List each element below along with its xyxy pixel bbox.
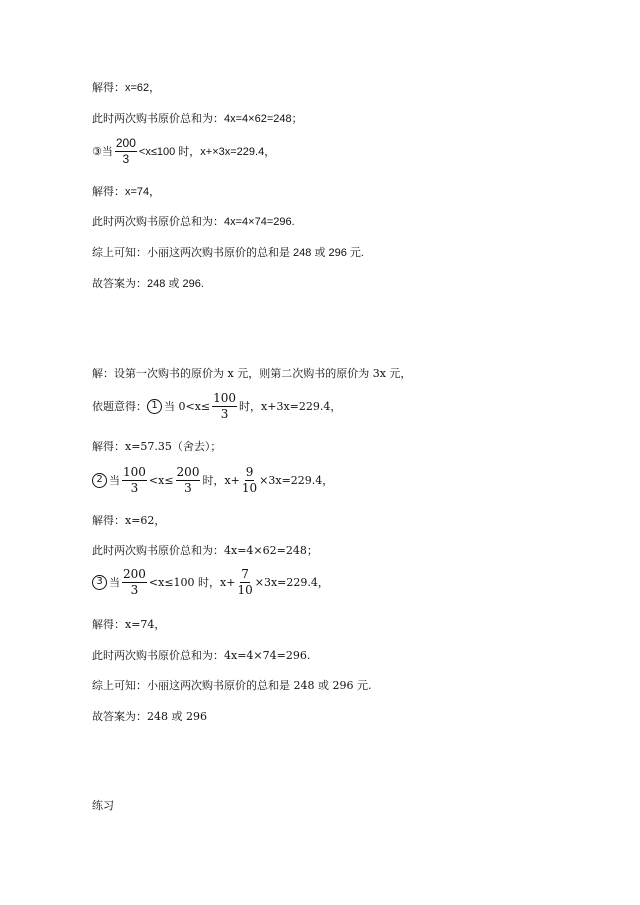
fraction-numerator: 100 [123, 465, 146, 479]
text: 练习 [92, 799, 114, 812]
text: ③当 [92, 146, 113, 159]
fraction-denominator: 3 [130, 480, 139, 495]
text: ×3x=229.4， [259, 474, 334, 488]
answer-line [92, 708, 207, 724]
text: 此时两次购书原价总和为：4x=4×62=248； [92, 544, 318, 557]
text: 解得：x=62， [92, 514, 166, 527]
fraction-numerator: 200 [176, 465, 200, 479]
text: 依题意得： [92, 400, 147, 414]
fraction-numerator: 100 [213, 391, 237, 405]
fraction [237, 568, 252, 596]
solution-line [92, 647, 310, 663]
text: 当 0<x≤ [164, 400, 211, 414]
text: 综上可知：小丽这两次购书原价的总和是 248 或 296 元. [92, 247, 364, 259]
solution-line-case3 [92, 568, 329, 596]
circled-number: 3 [92, 575, 107, 590]
text: <x≤ [148, 473, 174, 487]
text: 解得：x=62， [92, 82, 161, 94]
fraction-numerator: 200 [123, 567, 146, 581]
fraction-denominator: 3 [130, 582, 139, 597]
text: 解得：x=57.35（舍去）； [92, 440, 222, 453]
solution-line-case1 [92, 392, 341, 420]
text: 当 [109, 474, 120, 488]
solution-line [92, 79, 160, 95]
text: 解：设第一次购书的原价为 x 元，则第二次购书的原价为 3x 元， [92, 367, 412, 380]
solution-line-case2 [92, 466, 333, 494]
fraction-denominator: 10 [241, 480, 258, 495]
text: 当 [109, 576, 120, 590]
text: ×3x=229.4， [254, 576, 329, 590]
text: 故答案为：248 或 296 [92, 710, 207, 723]
solution-intro [92, 365, 411, 381]
fraction [176, 466, 201, 494]
circled-number: 2 [92, 473, 107, 488]
fraction-numerator: 9 [245, 465, 254, 479]
solution-line [92, 110, 303, 126]
fraction [212, 392, 237, 420]
text: 此时两次购书原价总和为：4x=4×74=296. [92, 649, 311, 662]
text: 综上可知：小丽这两次购书原价的总和是 248 或 296 元. [92, 679, 372, 692]
fraction-denominator: 3 [220, 406, 229, 421]
solution-line [92, 512, 165, 528]
text: 此时两次购书原价总和为：4x=4×74=296. [92, 216, 295, 228]
solution-line [92, 438, 221, 454]
fraction [122, 568, 147, 596]
text: <x≤100 时，x+ [148, 576, 236, 590]
fraction-denominator: 10 [237, 582, 253, 597]
solution-line-case3 [92, 137, 275, 165]
text: 解得：x=74， [92, 618, 166, 631]
text: 时，x+ [202, 474, 240, 488]
fraction-numerator: 200 [115, 136, 136, 150]
practice-heading [92, 797, 114, 813]
fraction-denominator: 3 [122, 151, 130, 166]
text: 故答案为：248 或 296. [92, 278, 204, 290]
fraction [115, 137, 137, 165]
text: <x≤100 时，x+×3x=229.4， [138, 146, 276, 159]
solution-line [92, 183, 160, 199]
text: 时，x+3x=229.4， [239, 400, 342, 414]
circled-number: 1 [147, 399, 162, 414]
fraction-numerator: 7 [241, 567, 249, 581]
solution-line [92, 616, 165, 632]
text: 此时两次购书原价总和为：4x=4×62=248； [92, 113, 303, 125]
solution-line [92, 542, 318, 558]
answer-line [92, 275, 204, 291]
solution-line [92, 213, 295, 229]
fraction-denominator: 3 [184, 480, 192, 495]
fraction [242, 466, 257, 494]
solution-line [92, 244, 364, 260]
text: 解得：x=74， [92, 186, 161, 198]
fraction [122, 466, 147, 494]
solution-line [92, 677, 371, 693]
